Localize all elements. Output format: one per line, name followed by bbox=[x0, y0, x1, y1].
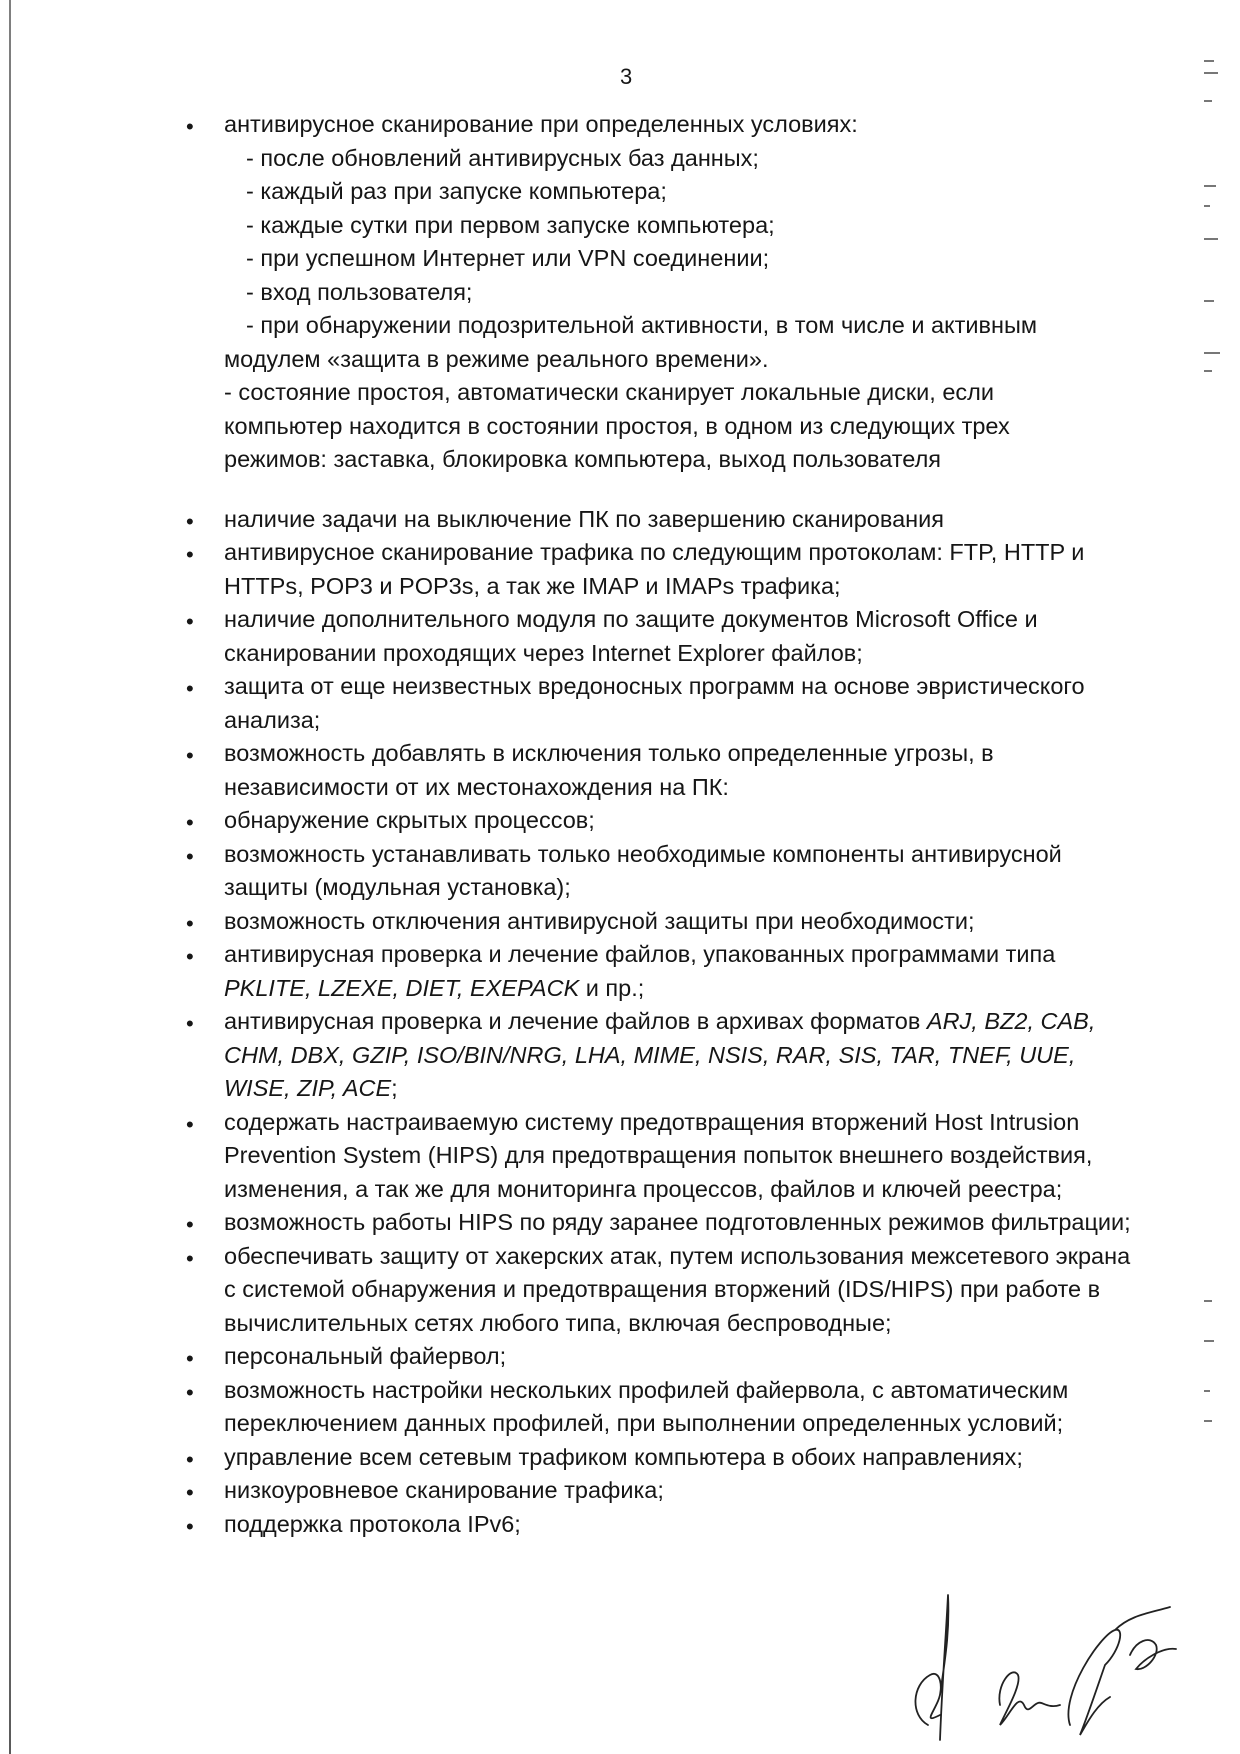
list-item: • содержать настраиваемую систему предотвращения вторжений Host Intrusion Prevention System (HIPS) для предотвращения попыток внешнего воздействия, изменения, а так же для мониторинга процессов, файлов и ключей реестра; bbox=[180, 1106, 1140, 1207]
packers-tail: и пр.; bbox=[579, 974, 645, 1001]
condition-item-continuation: режимов: заставка, блокировка компьютера, выход пользователя bbox=[224, 446, 942, 472]
requirements-list bbox=[180, 503, 1140, 1542]
scan-conditions-lead: антивирусное сканирование при определенных условиях: bbox=[224, 111, 858, 137]
list-item: • возможность устанавливать только необходимые компоненты антивирусной защиты (модульная установка); bbox=[180, 838, 1140, 905]
scan-edge-line bbox=[9, 0, 11, 1754]
condition-item: - каждые сутки при первом запуске компьютера; bbox=[246, 211, 775, 238]
list-item: • персональный файервол; bbox=[180, 1340, 1140, 1374]
list-item: • обнаружение скрытых процессов; bbox=[180, 804, 1140, 838]
packer-formats: PKLITE, LZEXE, DIET, EXEPACK bbox=[224, 974, 580, 1001]
list-item: • поддержка протокола IPv6; bbox=[180, 1508, 1140, 1542]
signature-1 bbox=[915, 1595, 948, 1740]
list-item: • возможность добавлять в исключения только определенные угрозы, в независимости от их местонахождения на ПК: bbox=[180, 737, 1140, 804]
list-item: • антивирусное сканирование трафика по следующим протоколам: FTP, HTTP и HTTPs, POP3 и POP3s, а так же IMAP и IMAPs трафика; bbox=[180, 536, 1140, 603]
scan-edge-marks bbox=[1204, 0, 1226, 1754]
archives-tail: ; bbox=[391, 1075, 398, 1101]
packers-lead: антивирусная проверка и лечение файлов, упакованных программами типа bbox=[224, 941, 1056, 967]
signature-3 bbox=[1068, 1607, 1176, 1735]
condition-item: - при обнаружении подозрительной активности, в том числе и активным bbox=[246, 312, 1038, 338]
condition-item: - каждый раз при запуске компьютера; bbox=[246, 178, 667, 204]
list-item: • наличие задачи на выключение ПК по завершению сканирования bbox=[180, 503, 1140, 537]
condition-item: - после обновлений антивирусных баз данных; bbox=[246, 144, 759, 171]
list-item: • наличие дополнительного модуля по защите документов Microsoft Office и сканировании проходящих через Internet Explorer файлов; bbox=[180, 603, 1140, 670]
list-item: • обеспечивать защиту от хакерских атак, путем использования межсетевого экрана с системой обнаружения и предотвращения вторжений (IDS/HIPS) при работе в вычислительных сетях любого типа, включая беспроводные; bbox=[180, 1240, 1140, 1341]
condition-item: - состояние простоя, автоматически сканирует локальные диски, если bbox=[224, 379, 995, 405]
signature-2 bbox=[999, 1672, 1060, 1725]
list-item-archives bbox=[180, 1005, 1140, 1106]
list-item: • возможность настройки нескольких профилей файервола, с автоматическим переключением данных профилей, при выполнении определенных условий; bbox=[180, 1374, 1140, 1441]
list-item: • возможность работы HIPS по ряду заранее подготовленных режимов фильтрации; bbox=[180, 1206, 1140, 1240]
condition-item: - при успешном Интернет или VPN соединении; bbox=[246, 245, 770, 271]
archives-lead: антивирусная проверка и лечение файлов в архивах форматов bbox=[224, 1008, 927, 1034]
list-item: • низкоуровневое сканирование трафика; bbox=[180, 1474, 1140, 1508]
list-item-scan-conditions bbox=[180, 108, 1140, 477]
page-number: 3 bbox=[620, 64, 633, 89]
list-item: • управление всем сетевым трафиком компьютера в обоих направлениях; bbox=[180, 1441, 1140, 1475]
archive-formats: ARJ, BZ2, CAB, CHM, DBX, GZIP, ISO/BIN/NRG, LHA, MIME, NSIS, RAR, SIS, TAR, TNEF, UUE, WISE, ZIP, ACE bbox=[224, 1008, 1096, 1101]
condition-item-continuation: компьютер находится в состоянии простоя, в одном из следующих трех bbox=[224, 412, 1010, 439]
paragraph-gap bbox=[180, 477, 1140, 503]
list-item: • защита от еще неизвестных вредоносных программ на основе эвристического анализа; bbox=[180, 670, 1140, 737]
handwritten-signatures bbox=[900, 1575, 1210, 1745]
list-item-packers bbox=[180, 938, 1140, 1005]
list-item: • возможность отключения антивирусной защиты при необходимости; bbox=[180, 905, 1140, 939]
requirements-list bbox=[180, 108, 1140, 477]
condition-item: - вход пользователя; bbox=[246, 278, 473, 305]
document-body bbox=[180, 108, 1140, 1541]
condition-item-continuation: модулем «защита в режиме реального времени». bbox=[224, 345, 769, 372]
